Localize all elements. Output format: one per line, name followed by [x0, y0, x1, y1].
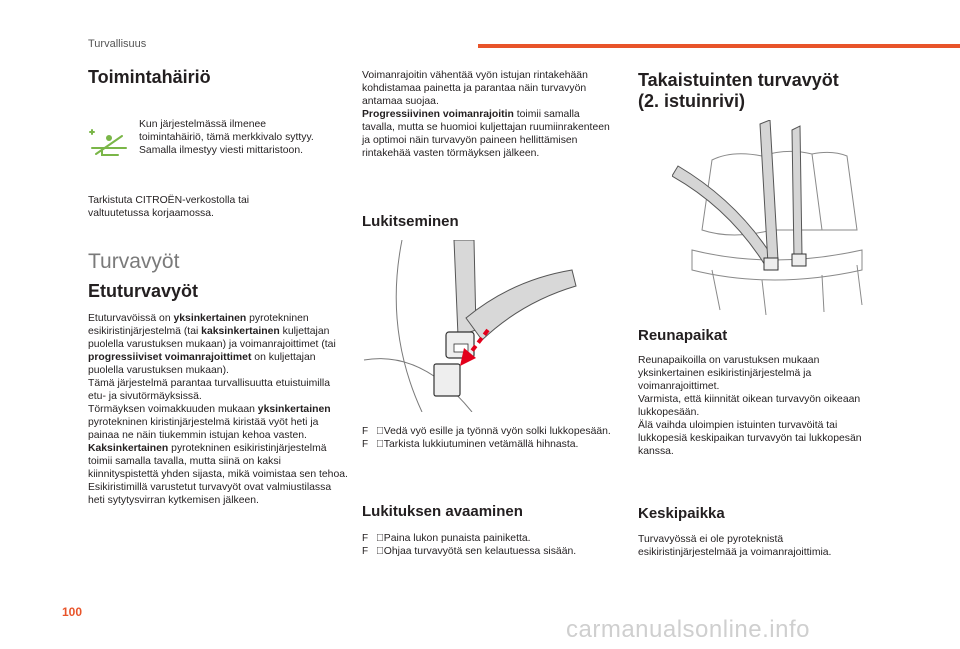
center-seat-heading: Keskipaikka: [638, 505, 725, 522]
seatbelt-warning-icon: [88, 128, 130, 158]
outer-seats-heading: Reunapaikat: [638, 327, 728, 344]
page-number: 100: [62, 605, 83, 619]
front-paragraph-1: Etuturvavöissä on yksinkertainen pyrotekninen esikiristinjärjestelmä (tai kaksinkertainen kuljettajan puolella varustuksen mukaan) ja voimanrajoittimet (tai progressiiviset voimanrajoittimet on kuljettajan puolella varustuksen mukaan).: [88, 313, 336, 376]
force-limiter-text: [362, 69, 610, 160]
malfunction-heading: Toimintahäiriö: [88, 67, 211, 87]
unlocking-steps: [362, 532, 612, 558]
list-item: F Ohjaa turvavyötä sen kelautuessa sisään.: [362, 546, 577, 557]
list-item: F Vedä vyö esille ja työnnä vyön solki lukkopesään.: [362, 426, 611, 437]
front-seatbelts-heading: Etuturvavyöt: [88, 281, 199, 301]
center-seat-text: Turvavyössä ei ole pyroteknistä esikiristinjärjestelmää ja voimanrajoittimia.: [638, 534, 832, 558]
locking-heading: Lukitseminen: [362, 213, 459, 230]
force-limiter-paragraph: Voimanrajoitin vähentää vyön istujan rintakehään kohdistamaa painetta ja parantaa näin turvavyön antamaa suojaa.: [362, 70, 588, 107]
section-tag: Turvallisuus: [88, 38, 147, 50]
front-paragraph-4: Kaksinkertainen pyrotekninen esikiristinjärjestelmä toimii samalla tavalla, mutta siinä on kaksi kiinnityspistettä yhden sijasta, mikä voimistaa sen tehoa.: [88, 443, 348, 480]
watermark: carmanualsonline.info: [566, 616, 810, 643]
chapter-title: Turvavyöt: [88, 250, 180, 273]
outer-seats-paragraph-2: Varmista, että kiinnität oikean turvavyön oikeaan lukkopesään.: [638, 394, 861, 418]
list-item: F Paina lukon punaista painiketta.: [362, 533, 531, 544]
malfunction-text: Kun järjestelmässä ilmenee toimintahäiriö, tämä merkkivalo syttyy. Samalla ilmestyy viesti mittaristoon.: [139, 119, 314, 156]
outer-seats-body: [638, 354, 868, 458]
front-seatbelts-body: [88, 312, 350, 507]
progressive-limiter-paragraph: Progressiivinen voimanrajoitin toimii samalla tavalla, mutta se huomioi kuljettajan ruumiinrakenteen ja optimoi näin turvavyön paineen hellittämisen rintakehää vasten törmäyksen jälkeen.: [362, 109, 610, 159]
outer-seats-paragraph-1: Reunapaikoilla on varustuksen mukaan yksinkertainen esikiristinjärjestelmä ja voimanrajoittimet.: [638, 355, 820, 392]
front-paragraph-2: Tämä järjestelmä parantaa turvallisuutta etuistuimilla etu- ja sivutörmäyksissä.: [88, 378, 330, 402]
unlocking-heading: Lukituksen avaaminen: [362, 503, 523, 520]
locking-steps: [362, 425, 612, 451]
buckle-illustration: [362, 240, 616, 412]
rear-seatbelts-heading: Takaistuinten turvavyöt (2. istuinrivi): [638, 70, 839, 111]
rear-seats-illustration: [672, 120, 886, 320]
front-paragraph-3: Törmäyksen voimakkuuden mukaan yksinkertainen pyrotekninen kiristinjärjestelmä kiristää vyöt heti ja painaa ne näin tiukemmin istujan kehoa vasten.: [88, 404, 331, 441]
list-item: F Tarkista lukkiutuminen vetämällä hihnasta.: [362, 439, 579, 450]
check-network-text: Tarkistuta CITROËN-verkostolla tai valtuutetussa korjaamossa.: [88, 195, 250, 219]
front-paragraph-5: Esikiristimillä varustetut turvavyöt ovat valmiustilassa heti sytytysvirran kytkemisen jälkeen.: [88, 482, 332, 506]
outer-seats-paragraph-3: Älä vaihda uloimpien istuinten turvavöitä tai lukkopesiä keskipaikan turvavyön tai lukkopesän kanssa.: [638, 420, 862, 457]
section-accent-bar: [478, 44, 960, 48]
